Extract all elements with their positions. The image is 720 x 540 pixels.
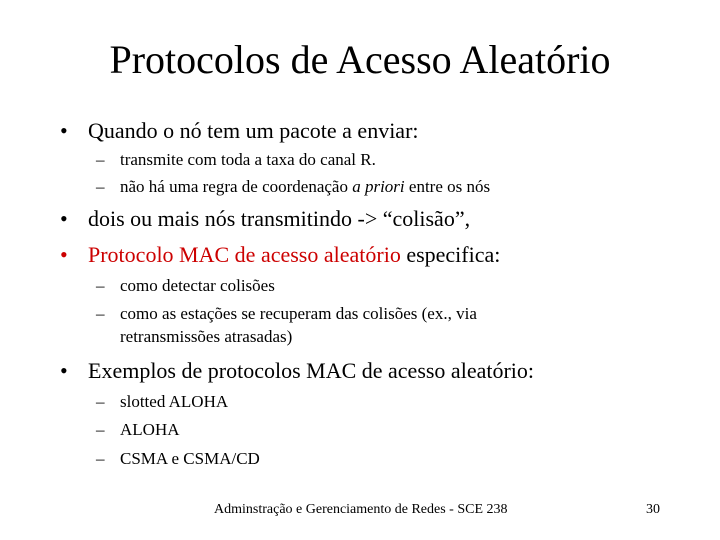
- bullet-icon: •: [60, 358, 68, 383]
- sub-bullet-text: CSMA e CSMA/CD: [120, 449, 260, 468]
- dash-icon: –: [96, 392, 105, 411]
- sub-bullet-text-end: entre os nós: [404, 177, 491, 196]
- dash-icon: –: [96, 177, 105, 196]
- sub-bullet-text: como detectar colisões: [120, 276, 275, 295]
- bullet-item: [60, 118, 419, 144]
- dash-icon: –: [96, 304, 105, 323]
- dash-icon: –: [96, 276, 105, 295]
- sub-bullet-text: transmite com toda a taxa do canal R.: [120, 150, 376, 169]
- dash-icon: –: [96, 150, 105, 169]
- sub-bullet-item: [96, 150, 376, 170]
- sub-bullet-continuation: retransmissões atrasadas): [120, 327, 293, 346]
- italic-term: a priori: [352, 177, 405, 196]
- sub-bullet-item: [96, 420, 180, 440]
- sub-bullet-item: [96, 392, 228, 412]
- slide-title: Protocolos de Acesso Aleatório: [109, 37, 611, 82]
- bullet-icon: •: [60, 242, 68, 267]
- bullet-item: [60, 242, 500, 268]
- highlight-text: Protocolo MAC de acesso aleatório: [88, 242, 401, 267]
- sub-bullet-item: [96, 304, 477, 324]
- dash-icon: –: [96, 420, 105, 439]
- bullet-icon: •: [60, 206, 68, 231]
- page-number: 30: [646, 502, 660, 517]
- dash-icon: –: [96, 449, 105, 468]
- sub-bullet-text: como as estações se recuperam das colisões (ex., via: [120, 304, 477, 323]
- bullet-text: Quando o nó tem um pacote a enviar:: [88, 118, 419, 143]
- sub-bullet-text: não há uma regra de coordenação: [120, 177, 353, 196]
- sub-bullet-item: [96, 177, 490, 197]
- bullet-item: [60, 358, 534, 384]
- sub-bullet-text: slotted ALOHA: [120, 392, 229, 411]
- bullet-text: dois ou mais nós transmitindo -> “colisão”,: [88, 206, 471, 231]
- sub-bullet-text: ALOHA: [120, 420, 180, 439]
- bullet-item: [60, 206, 470, 232]
- sub-bullet-item: [96, 276, 275, 296]
- bullet-icon: •: [60, 118, 68, 143]
- bullet-text: Exemplos de protocolos MAC de acesso aleatório:: [88, 358, 535, 383]
- sub-bullet-item: [96, 449, 260, 469]
- footer-text: Adminstração e Gerenciamento de Redes - SCE 238: [214, 502, 508, 517]
- bullet-text: especifica:: [400, 242, 501, 267]
